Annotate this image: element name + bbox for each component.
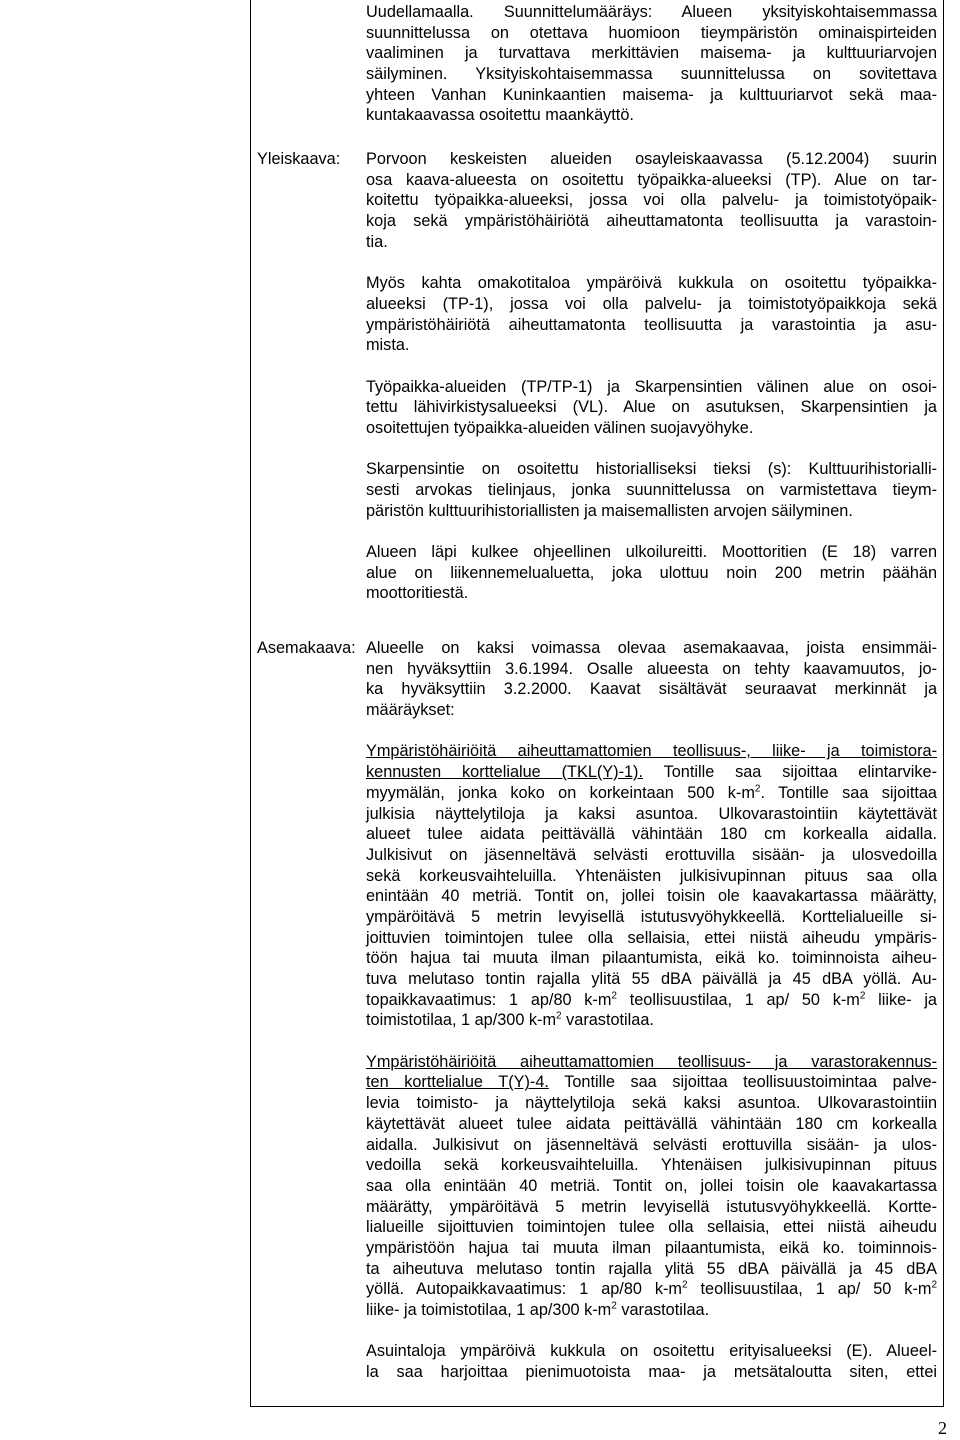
text-line: Uudellamaalla. Suunnittelumääräys: Alueen yksityiskohtaisemmassa <box>366 3 937 21</box>
text-line: lialueille sijoittuvien toimintojen tulee olla sellaisia, ettei niistä aiheudu <box>366 1218 937 1237</box>
text-line: enintään 40 metriä. Tontit on, jollei toisin ole kaavakartassa määrätty, <box>366 887 937 906</box>
text-fragment: teollisuustilaa, 1 ap/ 50 k-m <box>687 1280 932 1299</box>
text-line: koja sekä ympäristöhäiriötä aiheuttamatonta teollisuutta ja varastoin- <box>366 212 937 231</box>
text-fragment: liike- ja toimistotilaa, 1 ap/300 k-m <box>366 1301 612 1319</box>
text-line: vedoilla sekä korkeusvaihteluilla. Yhtenäisen julkisivupinnan pituus <box>366 1156 937 1175</box>
superscript: 2 <box>859 990 866 1002</box>
text-fragment: Tontille saa sijoittaa teollisuustoimintaa palve- <box>548 1073 937 1092</box>
text-line: ympäristöhäiriötä aiheuttamatonta teollisuutta ja varastointia ja asu- <box>366 315 937 334</box>
text-line: ympäröitävä 5 metrin levyisellä istutusvyöhykkeellä. Korttelialueille si- <box>366 907 937 926</box>
text-line: levia toimisto- ja näyttelytiloja sekä kaksi asuntoa. Ulkovarastointiin <box>366 1094 937 1113</box>
paragraph <box>366 459 937 521</box>
text-line: alueet tulee aidata peittävällä vähintään 180 cm korkealla aidalla. <box>366 825 937 844</box>
paragraph <box>366 377 937 439</box>
text-line: ympäristöön hajua tai muuta ilman pilaantumista, eikä ko. toiminnois- <box>366 1238 937 1257</box>
text-line: suunnittelussa on otettava huomioon tieympäristön ominaispirteiden <box>366 23 937 42</box>
text-line <box>366 1300 937 1321</box>
text-line: kuntakaavassa osoitettu maankäyttö. <box>366 106 634 125</box>
text-fragment: liike- ja <box>865 990 937 1009</box>
text-line: osoitettujen työpaikka-alueiden välinen suojavyöhyke. <box>366 418 754 437</box>
text-line <box>366 762 937 783</box>
paragraph <box>366 149 937 252</box>
text-line <box>366 1072 937 1093</box>
superscript: 2 <box>556 1010 562 1022</box>
regulation-title: Ympäristöhäiriöitä aiheuttamattomien teollisuus-, liike- ja toimistora- <box>366 742 937 761</box>
text-line: julkisia näyttelytiloja ja kaksi asuntoa. Ulkovarastointiin käytettävät <box>366 804 937 823</box>
text-fragment: toimistotilaa, 1 ap/300 k-m <box>366 1011 557 1030</box>
regulation-title: Ympäristöhäiriöitä aiheuttamattomien teollisuus- ja varastorakennus- <box>366 1052 937 1071</box>
paragraph <box>366 1341 937 1382</box>
text-line: säilyminen. Yksityiskohtaisemmassa suunnittelussa on sovitettava <box>366 65 937 84</box>
text-line: alueeksi (TP-1), jossa voi olla palvelu- ja toimistotyöpaikkoja sekä <box>366 294 937 313</box>
text-fragment: topaikkavaatimus: 1 ap/80 k-m <box>366 990 612 1009</box>
regulation-title: kennusten korttelialue (TKL(Y)-1). <box>366 763 643 782</box>
text-line: osa kaava-alueesta on osoitettu työpaikka-alueeksi (TP). Alue on tar- <box>366 170 937 189</box>
superscript: 2 <box>611 1300 617 1312</box>
superscript: 2 <box>754 783 761 795</box>
text-line: saa olla enintään 40 metriä. Tontit on, jollei toisin ole kaavakartassa <box>366 1176 937 1195</box>
text-line: moottoritiestä. <box>366 584 469 603</box>
yleiskaava-label: Yleiskaava: <box>257 150 341 168</box>
text-line: Skarpensintie on osoitettu historialliseksi tieksi (s): Kulttuurihistorialli- <box>366 460 937 479</box>
text-line: mista. <box>366 336 410 355</box>
text-line: Asuintaloja ympäröivä kukkula on osoitettu erityisalueeksi (E). Alueel- <box>366 1342 937 1361</box>
text-line: sekä korkeusvaihteluilla. Yhtenäisten julkisivupinnan pituus saa olla <box>366 866 937 885</box>
text-line: Alueen läpi kulkee ohjeellinen ulkoilureitti. Moottoritien (E 18) varren <box>366 543 937 562</box>
paragraph <box>366 273 937 356</box>
asemakaava-label: Asemakaava: <box>257 639 356 657</box>
text-line: ta aiheutuva melutaso tontin rajalla ylitä 55 dBA päivällä ja 45 dBA <box>366 1259 937 1278</box>
text-line: tuva melutaso tontin rajalla ylitä 55 dBA päivällä ja 45 dBA yöllä. Au- <box>366 970 937 988</box>
text-line: joittuvien toimintojen tulee olla sellaisia, ettei niistä aiheudu ympäris- <box>366 928 937 947</box>
yleiskaava-content <box>366 149 937 604</box>
text-line: töön hajua tai muuta ilman pilaantumista, eikä ko. toiminnoista aiheu- <box>366 949 937 968</box>
text-line <box>366 783 937 804</box>
text-fragment: teollisuustilaa, 1 ap/ 50 k-m <box>616 990 860 1009</box>
text-line: Työpaikka-alueiden (TP/TP-1) ja Skarpensintien välinen alue on osoi- <box>366 377 937 396</box>
text-line: aidalla. Julkisivut on jäsenneltävä selvästi erottuvilla sisään- ja ulos- <box>366 1135 937 1154</box>
text-line: käytettävät alueet tulee aidata peittävällä vähintään 180 cm korkealla <box>366 1114 937 1133</box>
text-line: tettu lähivirkistysalueeksi (VL). Alue on asutuksen, Skarpensintien ja <box>366 398 937 417</box>
tkl-regulation-paragraph <box>366 741 937 1031</box>
text-line: koitettu työpaikka-alueeksi, jossa voi olla palvelu- ja toimistotyöpaik- <box>366 191 937 210</box>
paragraph <box>366 638 937 721</box>
text-line <box>366 1010 937 1031</box>
text-line: nen hyväksyttiin 3.6.1994. Osalle alueesta on tehty kaavamuutos, jo- <box>366 659 937 678</box>
text-line: Julkisivut on jäsenneltävä selvästi erottuvilla sisään- ja ulosvedoilla <box>366 845 937 864</box>
text-line: sesti arvokas tielinjaus, jonka suunnittelussa on varmistettava tieym- <box>366 481 937 499</box>
text-line <box>366 990 937 1011</box>
text-line: la saa harjoittaa pienimuotoista maa- ja metsätaloutta siten, ettei <box>366 1363 937 1382</box>
text-line: Myös kahta omakotitaloa ympäröivä kukkula on osoitettu työpaikka- <box>366 274 937 293</box>
text-line: ka hyväksyttiin 3.2.2000. Kaavat sisältävät seuraavat merkinnät ja <box>366 680 937 699</box>
text-fragment: myymälän, jonka koko on korkeintaan 500 k-m <box>366 783 755 802</box>
text-line <box>366 1279 937 1300</box>
superscript: 2 <box>682 1279 688 1291</box>
ty-regulation-paragraph <box>366 1052 937 1321</box>
page-number: 2 <box>938 1418 947 1438</box>
text-line: Alueelle on kaksi voimassa olevaa asemakaavaa, joista ensimmäi- <box>366 639 937 657</box>
asemakaava-content <box>366 638 937 1383</box>
paragraph <box>366 542 937 604</box>
text-line: päristön kulttuurihistoriallisten ja maisemallisten arvojen säilyminen. <box>366 501 853 520</box>
text-fragment: Tontille saa sijoittaa elintarvike- <box>643 763 937 782</box>
top-block-paragraph <box>366 2 937 126</box>
text-line: yhteen Vanhan Kuninkaantien maisema- ja kulttuuriarvot sekä maa- <box>366 85 937 104</box>
text-line: tia. <box>366 232 388 251</box>
text-fragment: varastotilaa. <box>561 1011 654 1030</box>
superscript: 2 <box>931 1279 937 1291</box>
superscript: 2 <box>611 990 617 1002</box>
text-line: määrätty, ympäröitävä 5 metrin levyisellä istutusvyöhykkeellä. Kortte- <box>366 1197 937 1216</box>
text-line: Porvoon keskeisten alueiden osayleiskaavassa (5.12.2004) suurin <box>366 150 937 168</box>
text-fragment: varastotilaa. <box>616 1301 710 1319</box>
regulation-title: ten korttelialue T(Y)-4. <box>366 1073 549 1092</box>
text-fragment: . Tontille saa sijoittaa <box>760 783 937 802</box>
text-line: alue on liikennemelualuetta, joka ulottuu noin 200 metrin päähän <box>366 563 937 582</box>
text-line: määräykset: <box>366 701 455 720</box>
text-line: vaaliminen ja turvattava merkittävien maisema- ja kulttuuriarvojen <box>366 44 937 63</box>
text-fragment: yöllä. Autopaikkavaatimus: 1 ap/80 k-m <box>366 1280 682 1299</box>
